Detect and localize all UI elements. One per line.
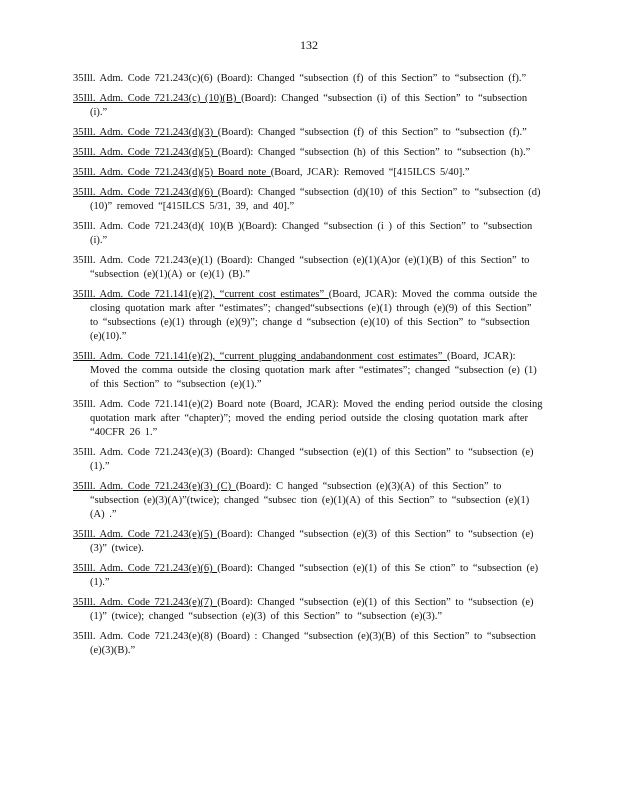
entry-text: Changed “subsection (f) of this Section” to “subsection (f).” [252, 73, 527, 84]
entry-text: (Board): Changed “subsection (i) of this Section” to “subsection (i).” [90, 93, 528, 118]
entry-text: Changed “subsection (e)(1)(A)or (e)(1)(B) of this Section” to “subsection (e)(1)(A) or (e)(1) (B).” [90, 255, 530, 280]
entry-citation: 35Ill. Adm. Code 721.243(e)(5) [73, 529, 218, 540]
amendment-entry [73, 186, 543, 214]
entry-list [73, 72, 543, 664]
page-number: 132 [300, 38, 318, 52]
amendment-entry [73, 72, 543, 86]
amendment-entry [73, 126, 543, 140]
entry-text: Moved the ending period outside the closing quotation mark after “chapter)”; moved the ending period outside the closing quotation mark after “40CFR 26 1.” [90, 399, 543, 438]
entry-citation: 35Ill. Adm. Code 721.243(e)(6) [73, 563, 218, 574]
entry-text: (Board, JCAR): Moved the comma outside the closing quotation mark after “estimates”; changed “subsection (e) (1) of this Section” to “subsection (e)(1).” [90, 351, 537, 390]
amendment-entry [73, 480, 543, 522]
amendment-entry [73, 446, 543, 474]
entry-text: (Board): Changed “subsection (d)(10) of this Section” to “subsection (d)(10)” removed “[415ILCS 5/31, 39, and 40].” [90, 187, 541, 212]
entry-citation: 35Ill. Adm. Code 721.243(e)(8) (Board) : [73, 631, 258, 642]
entry-text: (Board): Changed “subsection (f) of this Section” to “subsection (f).” [217, 127, 527, 138]
entry-text: (Board): Changed “subsection (e)(1) of this Se ction” to “subsection (e)(1).” [90, 563, 539, 588]
entry-citation: 35Ill. Adm. Code 721.141(e)(2), “current cost estimates” [73, 289, 329, 300]
entry-text: (Board): Changed “subsection (e)(1) of this Section” to “subsection (e)(1)” (twice); changed “subsection (e)(3) of this Section” to “subsection (e)(3).” [90, 597, 534, 622]
amendment-entry [73, 630, 543, 658]
amendment-entry [73, 220, 543, 248]
entry-citation: 35Ill. Adm. Code 721.243(d)(3) [73, 127, 218, 138]
entry-citation: 35Ill. Adm. Code 721.141(e)(2) Board note (Board, JCAR): [73, 399, 339, 410]
entry-text: (Board, JCAR): Removed “[415ILCS 5/40].” [270, 167, 470, 178]
entry-text: (Board): Changed “subsection (i ) of this Section” to “subsection (i).” [90, 221, 533, 246]
amendment-entry [73, 254, 543, 282]
amendment-entry [73, 146, 543, 160]
entry-citation: 35Ill. Adm. Code 721.243(e)(7) [73, 597, 218, 608]
amendment-entry [73, 288, 543, 344]
entry-text: (Board): Changed “subsection (e)(3) of this Section” to “subsection (e)(3)” (twice). [90, 529, 534, 554]
entry-text: (Board, JCAR): Moved the comma outside the closing quotation mark after “estimates”; changed“subsections (e)(1) through (e)(9) of this Section” to “subsections (e)(1) through (e)(9)”; change d “subsection (e)(10) of this Section” to “subsection (e)(10).” [90, 289, 537, 342]
amendment-entry [73, 350, 543, 392]
entry-citation: 35Ill. Adm. Code 721.243(d)(5) [73, 147, 218, 158]
entry-citation: 35Ill. Adm. Code 721.141(e)(2), “current plugging andabandonment cost estimates” [73, 351, 448, 362]
amendment-entry [73, 92, 543, 120]
entry-citation: 35Ill. Adm. Code 721.243(d)(5) Board note [73, 167, 271, 178]
entry-citation: 35Ill. Adm. Code 721.243(e)(1) (Board): [73, 255, 253, 266]
entry-text: Changed “subsection (e)(1) of this Section” to “subsection (e)(1).” [90, 447, 534, 472]
amendment-entry [73, 398, 543, 440]
entry-text: (Board): C hanged “subsection (e)(3)(A) of this Section” to “subsection (e)(3)(A)”(twice); changed “subsec tion (e)(1)(A) of this Section” to “subsection (e)(1)(A) .” [90, 481, 530, 520]
entry-citation: 35Ill. Adm. Code 721.243(e)(3) (Board): [73, 447, 253, 458]
amendment-entry [73, 528, 543, 556]
amendment-entry [73, 166, 543, 180]
entry-text: Changed “subsection (e)(3)(B) of this Section” to “subsection (e)(3)(B).” [90, 631, 536, 656]
entry-text: (Board): Changed “subsection (h) of this Section” to “subsection (h).” [217, 147, 531, 158]
entry-citation: 35Ill. Adm. Code 721.243(c) (10)(B) [73, 93, 242, 104]
entry-citation: 35Ill. Adm. Code 721.243(c)(6) (Board): [73, 73, 253, 84]
entry-citation: 35Ill. Adm. Code 721.243(e)(3) (C) [73, 481, 236, 492]
entry-citation: 35Ill. Adm. Code 721.243(d)( 10)(B ) [73, 221, 242, 232]
amendment-entry [73, 562, 543, 590]
amendment-entry [73, 596, 543, 624]
entry-citation: 35Ill. Adm. Code 721.243(d)(6) [73, 187, 218, 198]
